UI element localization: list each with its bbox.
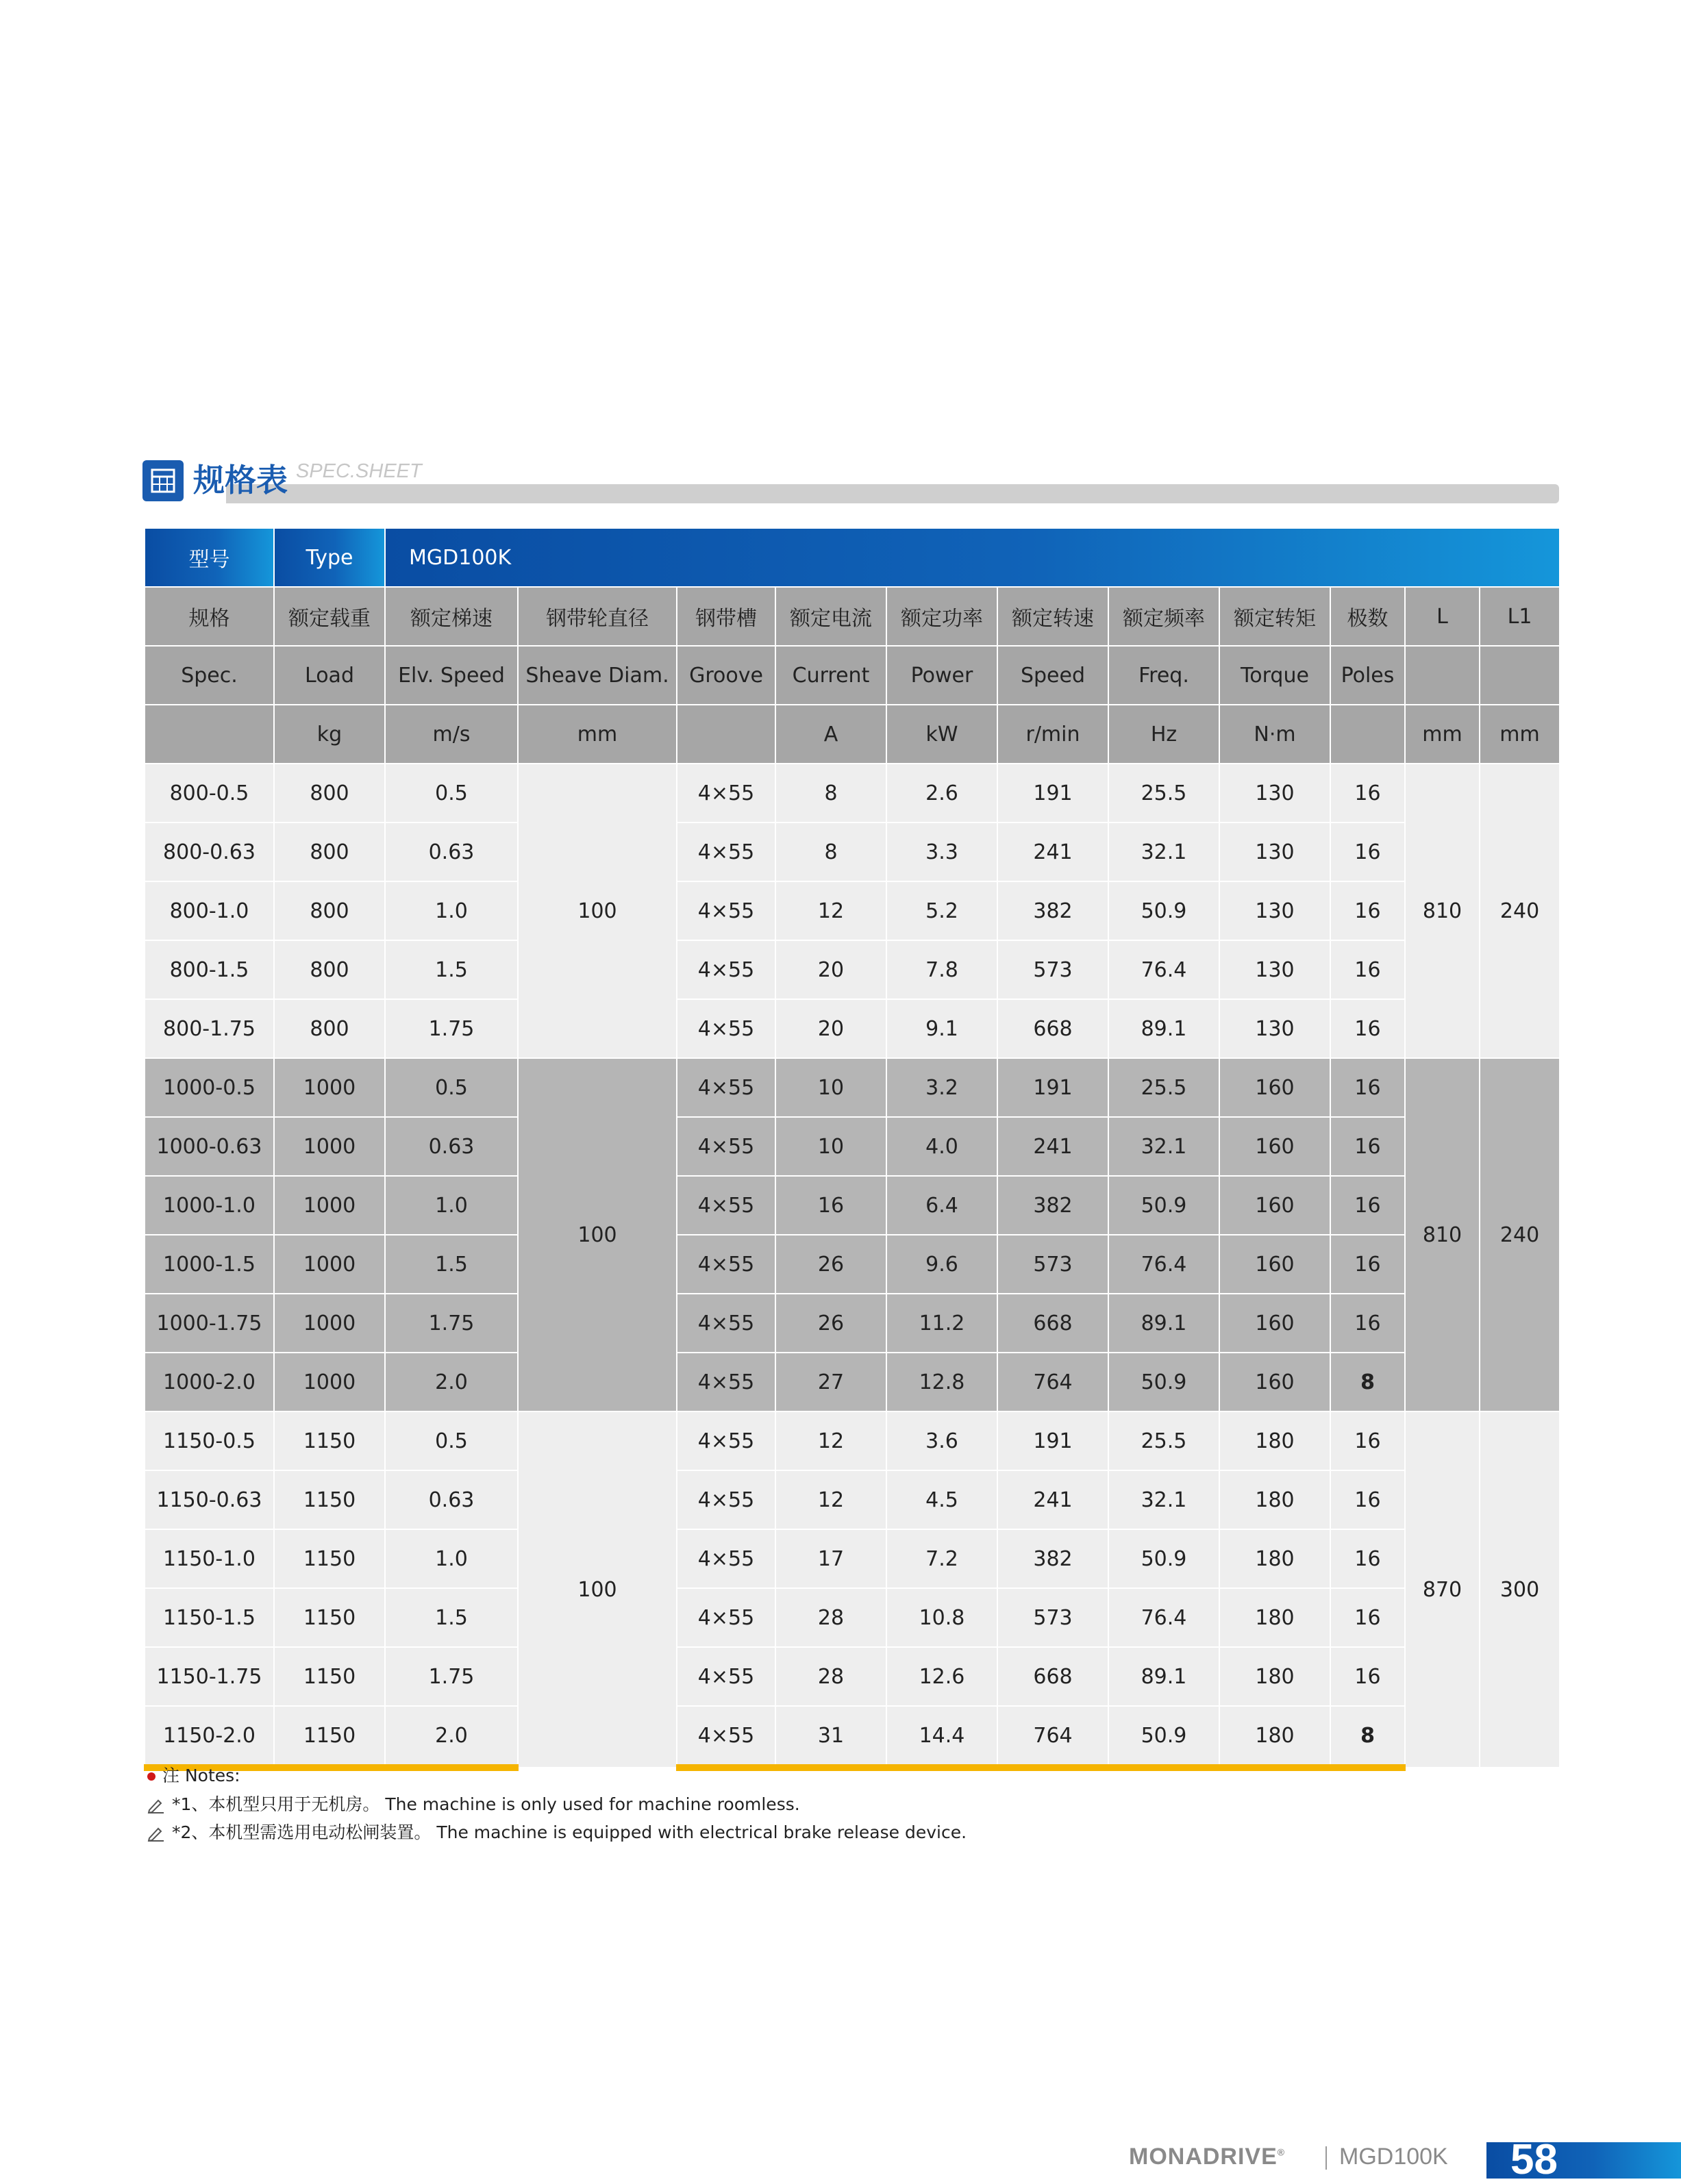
freq-cell: 32.1 [1108,823,1219,881]
header-en-cell: Torque [1219,646,1330,705]
poles-cell: 16 [1330,1176,1405,1235]
freq-cell: 50.9 [1108,1353,1219,1411]
note-text: *1、本机型只用于无机房。 The machine is only used for machine roomless. [172,1794,800,1814]
current-cell: 20 [775,940,886,999]
header-cn-cell: L [1405,587,1480,646]
poles-cell: 16 [1330,1294,1405,1353]
load-cell: 800 [274,764,385,823]
speed-cell: 1.75 [385,999,518,1058]
load-cell: 1150 [274,1529,385,1588]
rpm-cell: 573 [997,940,1108,999]
spec-cell: 800-0.63 [145,823,274,881]
load-cell: 1150 [274,1588,385,1647]
current-cell: 8 [775,764,886,823]
freq-cell: 89.1 [1108,999,1219,1058]
spec-cell: 1000-1.75 [145,1294,274,1353]
spec-cell: 800-0.5 [145,764,274,823]
pencil-icon [147,1797,165,1813]
groove-cell: 4×55 [677,1058,775,1117]
brand-logo: MONADRIVE® [1129,2144,1286,2170]
header-en-cell: Spec. [145,646,274,705]
groove-cell: 4×55 [677,1176,775,1235]
spec-cell: 1150-0.63 [145,1470,274,1529]
speed-cell: 0.5 [385,1411,518,1470]
groove-cell: 4×55 [677,1706,775,1768]
table-row [145,1294,1560,1353]
red-dot-icon [147,1772,155,1781]
groove-cell: 4×55 [677,823,775,881]
groove-cell: 4×55 [677,940,775,999]
header-en-cell: Freq. [1108,646,1219,705]
current-cell: 8 [775,823,886,881]
current-cell: 31 [775,1706,886,1768]
header-unit-cell: A [775,705,886,764]
groove-cell: 4×55 [677,1353,775,1411]
rpm-cell: 382 [997,1176,1108,1235]
L1-cell: 300 [1480,1411,1560,1768]
power-cell: 4.0 [886,1117,997,1176]
freq-cell: 89.1 [1108,1294,1219,1353]
power-cell: 10.8 [886,1588,997,1647]
poles-cell: 16 [1330,1235,1405,1294]
header-en-cell: Speed [997,646,1108,705]
table-row [145,1353,1560,1411]
rpm-cell: 573 [997,1588,1108,1647]
current-cell: 12 [775,1411,886,1470]
notes-title: 注 Notes: [162,1766,240,1785]
power-cell: 7.2 [886,1529,997,1588]
header-unit-cell: r/min [997,705,1108,764]
speed-cell: 0.63 [385,1117,518,1176]
load-cell: 1000 [274,1235,385,1294]
header-cn-cell: 规格 [145,587,274,646]
table-row [145,1647,1560,1706]
header-unit-cell: mm [1480,705,1560,764]
torque-cell: 180 [1219,1470,1330,1529]
freq-cell: 32.1 [1108,1117,1219,1176]
spec-cell: 1150-2.0 [145,1706,274,1768]
speed-cell: 0.5 [385,764,518,823]
note-item [147,1791,800,1816]
torque-cell: 160 [1219,1353,1330,1411]
footer-model: MGD100K [1339,2144,1448,2170]
speed-cell: 1.75 [385,1647,518,1706]
power-cell: 3.3 [886,823,997,881]
note-text: *2、本机型需选用电动松闸装置。 The machine is equipped with electrical brake release device. [172,1822,967,1842]
spec-cell: 800-1.5 [145,940,274,999]
poles-cell: 16 [1330,1647,1405,1706]
torque-cell: 160 [1219,1235,1330,1294]
spec-cell: 1000-1.5 [145,1235,274,1294]
current-cell: 10 [775,1058,886,1117]
table-row [145,1176,1560,1235]
power-cell: 9.1 [886,999,997,1058]
spec-cell: 1150-0.5 [145,1411,274,1470]
header-unit-cell: kW [886,705,997,764]
header-en-cell: Power [886,646,997,705]
spec-cell: 800-1.75 [145,999,274,1058]
table-icon [142,460,184,501]
freq-cell: 76.4 [1108,940,1219,999]
header-cn-cell: 额定转速 [997,587,1108,646]
torque-cell: 130 [1219,764,1330,823]
rpm-cell: 191 [997,1058,1108,1117]
power-cell: 3.6 [886,1411,997,1470]
torque-cell: 180 [1219,1529,1330,1588]
rpm-cell: 382 [997,881,1108,940]
table-row [145,1058,1560,1117]
speed-cell: 1.75 [385,1294,518,1353]
poles-cell: 16 [1330,1470,1405,1529]
spec-cell: 1000-1.0 [145,1176,274,1235]
load-cell: 1000 [274,1058,385,1117]
header-en-cell: Poles [1330,646,1405,705]
freq-cell: 50.9 [1108,881,1219,940]
header-cn-cell: 极数 [1330,587,1405,646]
header-en-cell: Current [775,646,886,705]
load-cell: 1150 [274,1706,385,1768]
trademark: ® [1277,2146,1286,2158]
spec-cell: 1000-0.63 [145,1117,274,1176]
header-cn-cell: 额定梯速 [385,587,518,646]
table-row [145,1470,1560,1529]
torque-cell: 160 [1219,1176,1330,1235]
freq-cell: 76.4 [1108,1588,1219,1647]
header-cn-cell: 额定转矩 [1219,587,1330,646]
speed-cell: 2.0 [385,1706,518,1768]
notes-title-line [147,1762,240,1787]
power-cell: 7.8 [886,940,997,999]
speed-cell: 2.0 [385,1353,518,1411]
current-cell: 12 [775,881,886,940]
header-cn-cell: L1 [1480,587,1560,646]
header-unit-cell: Hz [1108,705,1219,764]
freq-cell: 50.9 [1108,1706,1219,1768]
table-row [145,1529,1560,1588]
pencil-icon [147,1825,165,1842]
torque-cell: 180 [1219,1588,1330,1647]
groove-cell: 4×55 [677,881,775,940]
rpm-cell: 668 [997,1294,1108,1353]
header-unit-cell: mm [518,705,677,764]
speed-cell: 1.5 [385,940,518,999]
rpm-cell: 573 [997,1235,1108,1294]
power-cell: 4.5 [886,1470,997,1529]
freq-cell: 25.5 [1108,764,1219,823]
spec-cell: 1150-1.75 [145,1647,274,1706]
torque-cell: 160 [1219,1117,1330,1176]
header-en-cell [1405,646,1480,705]
poles-cell: 16 [1330,1058,1405,1117]
L-cell: 810 [1405,764,1480,1058]
sheave-cell: 100 [518,1058,677,1411]
power-cell: 2.6 [886,764,997,823]
poles-cell: 16 [1330,881,1405,940]
rpm-cell: 764 [997,1706,1108,1768]
current-cell: 10 [775,1117,886,1176]
groove-cell: 4×55 [677,1117,775,1176]
header-unit-row [145,705,1560,764]
current-cell: 27 [775,1353,886,1411]
L-cell: 810 [1405,1058,1480,1411]
load-cell: 1150 [274,1647,385,1706]
groove-cell: 4×55 [677,1647,775,1706]
page-number: 58 [1510,2136,1558,2183]
section-title-bar [226,484,1559,503]
table-row [145,999,1560,1058]
table-row [145,1117,1560,1176]
header-cn-row [145,587,1560,646]
header-unit-cell [677,705,775,764]
groove-cell: 4×55 [677,999,775,1058]
torque-cell: 130 [1219,999,1330,1058]
footer-divider [1325,2146,1327,2170]
header-unit-cell [1330,705,1405,764]
load-cell: 1150 [274,1411,385,1470]
power-cell: 6.4 [886,1176,997,1235]
current-cell: 20 [775,999,886,1058]
groove-cell: 4×55 [677,1235,775,1294]
speed-cell: 0.63 [385,1470,518,1529]
spec-table [144,527,1560,1771]
table-row [145,881,1560,940]
speed-cell: 1.0 [385,881,518,940]
load-cell: 800 [274,881,385,940]
power-cell: 5.2 [886,881,997,940]
speed-cell: 0.5 [385,1058,518,1117]
rpm-cell: 241 [997,1470,1108,1529]
current-cell: 26 [775,1294,886,1353]
header-cn-cell: 钢带槽 [677,587,775,646]
freq-cell: 89.1 [1108,1647,1219,1706]
type-label-en: Type [274,528,385,587]
poles-cell: 8 [1330,1353,1405,1411]
power-cell: 12.6 [886,1647,997,1706]
power-cell: 9.6 [886,1235,997,1294]
table-row [145,823,1560,881]
poles-cell: 16 [1330,999,1405,1058]
header-cn-cell: 额定功率 [886,587,997,646]
spec-cell: 1000-0.5 [145,1058,274,1117]
spec-cell: 1150-1.5 [145,1588,274,1647]
groove-cell: 4×55 [677,1294,775,1353]
current-cell: 26 [775,1235,886,1294]
rpm-cell: 241 [997,1117,1108,1176]
rpm-cell: 191 [997,1411,1108,1470]
poles-cell: 16 [1330,1117,1405,1176]
groove-cell: 4×55 [677,1588,775,1647]
load-cell: 800 [274,823,385,881]
groove-cell: 4×55 [677,1470,775,1529]
current-cell: 17 [775,1529,886,1588]
torque-cell: 160 [1219,1058,1330,1117]
poles-cell: 16 [1330,764,1405,823]
speed-cell: 1.5 [385,1235,518,1294]
current-cell: 28 [775,1588,886,1647]
torque-cell: 180 [1219,1706,1330,1768]
header-en-cell: Elv. Speed [385,646,518,705]
current-cell: 16 [775,1176,886,1235]
poles-cell: 8 [1330,1706,1405,1768]
header-unit-cell [145,705,274,764]
header-en-cell: Groove [677,646,775,705]
poles-cell: 16 [1330,1411,1405,1470]
header-cn-cell: 钢带轮直径 [518,587,677,646]
poles-cell: 16 [1330,940,1405,999]
groove-cell: 4×55 [677,764,775,823]
header-en-cell: Load [274,646,385,705]
rpm-cell: 191 [997,764,1108,823]
rpm-cell: 668 [997,999,1108,1058]
spec-cell: 1150-1.0 [145,1529,274,1588]
load-cell: 1000 [274,1117,385,1176]
load-cell: 800 [274,999,385,1058]
freq-cell: 32.1 [1108,1470,1219,1529]
note-item [147,1819,967,1844]
current-cell: 12 [775,1470,886,1529]
header-unit-cell: m/s [385,705,518,764]
table-row [145,1706,1560,1768]
poles-cell: 16 [1330,1529,1405,1588]
rpm-cell: 764 [997,1353,1108,1411]
poles-cell: 16 [1330,1588,1405,1647]
table-row [145,1588,1560,1647]
speed-cell: 1.0 [385,1176,518,1235]
header-en-row [145,646,1560,705]
freq-cell: 25.5 [1108,1411,1219,1470]
load-cell: 1150 [274,1470,385,1529]
torque-cell: 130 [1219,940,1330,999]
power-cell: 12.8 [886,1353,997,1411]
load-cell: 1000 [274,1294,385,1353]
L1-cell: 240 [1480,764,1560,1058]
groove-cell: 4×55 [677,1529,775,1588]
type-value: MGD100K [385,528,1560,587]
header-unit-cell: kg [274,705,385,764]
load-cell: 800 [274,940,385,999]
freq-cell: 25.5 [1108,1058,1219,1117]
rpm-cell: 382 [997,1529,1108,1588]
torque-cell: 130 [1219,881,1330,940]
speed-cell: 1.5 [385,1588,518,1647]
header-cn-cell: 额定电流 [775,587,886,646]
header-unit-cell: mm [1405,705,1480,764]
section-title: 规格表 [193,462,288,499]
header-cn-cell: 额定频率 [1108,587,1219,646]
load-cell: 1000 [274,1176,385,1235]
speed-cell: 0.63 [385,823,518,881]
torque-cell: 130 [1219,823,1330,881]
power-cell: 11.2 [886,1294,997,1353]
L-cell: 870 [1405,1411,1480,1768]
torque-cell: 180 [1219,1411,1330,1470]
sheave-cell: 100 [518,1411,677,1768]
spec-cell: 1000-2.0 [145,1353,274,1411]
spec-cell: 800-1.0 [145,881,274,940]
poles-cell: 16 [1330,823,1405,881]
header-unit-cell: N·m [1219,705,1330,764]
table-row [145,1411,1560,1470]
table-row [145,764,1560,823]
header-en-cell: Sheave Diam. [518,646,677,705]
section-subtitle: SPEC.SHEET [296,460,422,482]
table-row [145,940,1560,999]
speed-cell: 1.0 [385,1529,518,1588]
header-cn-cell: 额定载重 [274,587,385,646]
type-row [145,528,1560,587]
header-en-cell [1480,646,1560,705]
sheave-cell: 100 [518,764,677,1058]
freq-cell: 50.9 [1108,1176,1219,1235]
current-cell: 28 [775,1647,886,1706]
freq-cell: 50.9 [1108,1529,1219,1588]
L1-cell: 240 [1480,1058,1560,1411]
rpm-cell: 668 [997,1647,1108,1706]
rpm-cell: 241 [997,823,1108,881]
power-cell: 14.4 [886,1706,997,1768]
table-row [145,1235,1560,1294]
torque-cell: 180 [1219,1647,1330,1706]
power-cell: 3.2 [886,1058,997,1117]
freq-cell: 76.4 [1108,1235,1219,1294]
groove-cell: 4×55 [677,1411,775,1470]
type-label-cn: 型号 [145,528,274,587]
load-cell: 1000 [274,1353,385,1411]
torque-cell: 160 [1219,1294,1330,1353]
